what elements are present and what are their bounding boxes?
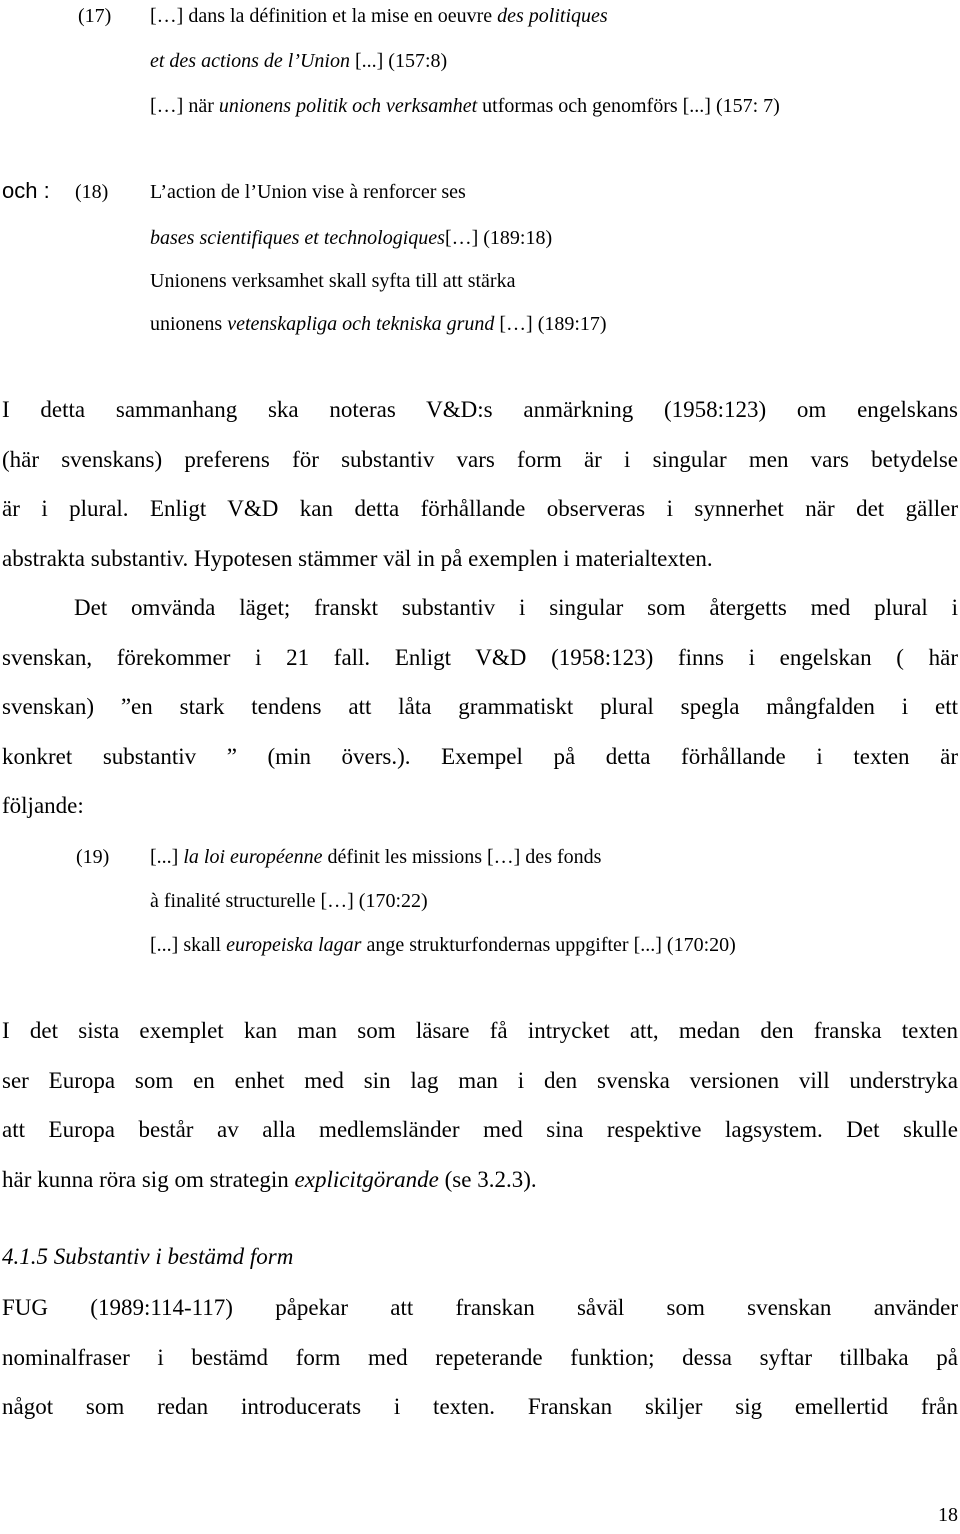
- paragraph-text: (se 3.2.3).: [438, 1166, 537, 1192]
- example-lead: och :: [2, 178, 50, 203]
- body-paragraph: [2, 385, 958, 831]
- example-line: [150, 933, 736, 957]
- example-line: [150, 312, 607, 336]
- paragraph-line: något som redan introducerats i texten. Franskan skiljer sig emellertid från: [2, 1394, 958, 1419]
- example-text: […] när: [150, 95, 219, 117]
- paragraph-line: [2, 1155, 958, 1205]
- example-text: Unionens verksamhet skall syfta till att stärka: [150, 270, 516, 292]
- paragraph-line: nominalfraser i bestämd form med repeterande funktion; dessa syftar tillbaka på: [2, 1344, 958, 1370]
- body-paragraph: [2, 1283, 958, 1432]
- example-text: à finalité structurelle […] (170:22): [150, 890, 428, 912]
- example-text: [...] (157:8): [349, 50, 448, 72]
- paragraph-line: I detta sammanhang ska noteras V&D:s anmärkning (1958:123) om engelskans: [2, 397, 958, 422]
- example-number: (18): [75, 181, 109, 203]
- example-line: [150, 4, 608, 28]
- example-text-italic: unionens politik och verksamhet: [218, 95, 478, 117]
- example-text-italic: la loi européenne: [183, 846, 323, 868]
- example-line: [150, 94, 780, 118]
- example-number: (19): [76, 846, 110, 868]
- example-text: […] (189:17): [494, 313, 607, 335]
- paragraph-line: FUG (1989:114-117) påpekar att franskan såväl som svenskan använder: [2, 1295, 958, 1320]
- paragraph-line: följande:: [2, 793, 84, 818]
- example-line: [150, 180, 466, 204]
- example-line: [150, 889, 428, 913]
- example-text: ange strukturfondernas uppgifter [...] (170:20): [361, 934, 736, 956]
- paragraph-line: svenskan) ”en stark tendens att låta grammatiskt plural spegla mångfalden i ett: [2, 694, 958, 719]
- paragraph-line: är i plural. Enligt V&D kan detta förhållande observeras i synnerhet när det gäller: [2, 496, 958, 521]
- example-text-italic: et des actions de l’Union: [150, 50, 350, 72]
- paragraph-text-italic: explicitgörande: [294, 1166, 439, 1192]
- example-text: […] dans la définition et la mise en oeuvre: [150, 5, 498, 27]
- paragraph-line: [2, 1006, 958, 1056]
- page-number: 18: [938, 1504, 958, 1526]
- example-text-italic: des politiques: [497, 5, 608, 27]
- example-line: [150, 269, 515, 293]
- paragraph-text: här kunna röra sig om strategin: [2, 1166, 295, 1192]
- example-text-italic: europeiska lagar: [226, 934, 362, 956]
- paragraph-line: konkret substantiv ” (min övers.). Exempel på detta förhållande i texten är: [2, 743, 958, 769]
- paragraph-text: ser Europa som en enhet med sin lag man i den svenska versionen vill understryka: [2, 1067, 958, 1093]
- example-text: [...] skall: [150, 934, 227, 956]
- example-line: [150, 49, 447, 73]
- example-text: L’action de l’Union vise à renforcer ses: [150, 181, 466, 203]
- example-text: unionens: [150, 313, 228, 335]
- example-number: (17): [78, 5, 112, 27]
- section-heading: 4.1.5 Substantiv i bestämd form: [2, 1244, 294, 1269]
- paragraph-line: svenskan, förekommer i 21 fall. Enligt V&D (1958:123) finns i engelskan ( här: [2, 644, 958, 670]
- paragraph-line: [2, 1105, 958, 1155]
- example-line: [150, 226, 552, 250]
- example-text: […] (189:18): [444, 227, 553, 249]
- example-text: utformas och genomförs [...] (157: 7): [477, 95, 780, 117]
- paragraph-line: abstrakta substantiv. Hypotesen stämmer väl in på exemplen i materialtexten.: [2, 545, 713, 571]
- paragraph-text: I det sista exemplet kan man som läsare få intrycket att, medan den franska texten: [2, 1018, 958, 1043]
- example-text-italic: vetenskapliga och tekniska grund: [227, 313, 495, 335]
- paragraph-line: [2, 1056, 958, 1106]
- example-text: [...]: [150, 846, 184, 868]
- paragraph-line: (här svenskans) preferens för substantiv vars form är i singular men vars betydelse: [2, 446, 958, 472]
- example-text: définit les missions […] des fonds: [322, 846, 602, 868]
- paragraph-text: att Europa består av alla medlemsländer med sina respektive lagsystem. Det skulle: [2, 1117, 958, 1142]
- paragraph-line: Det omvända läget; franskt substantiv i singular som återgetts med plural i: [74, 595, 958, 620]
- example-text-italic: bases scientifiques et technologiques: [150, 227, 445, 249]
- example-line: [150, 845, 601, 869]
- body-paragraph: [2, 1006, 958, 1204]
